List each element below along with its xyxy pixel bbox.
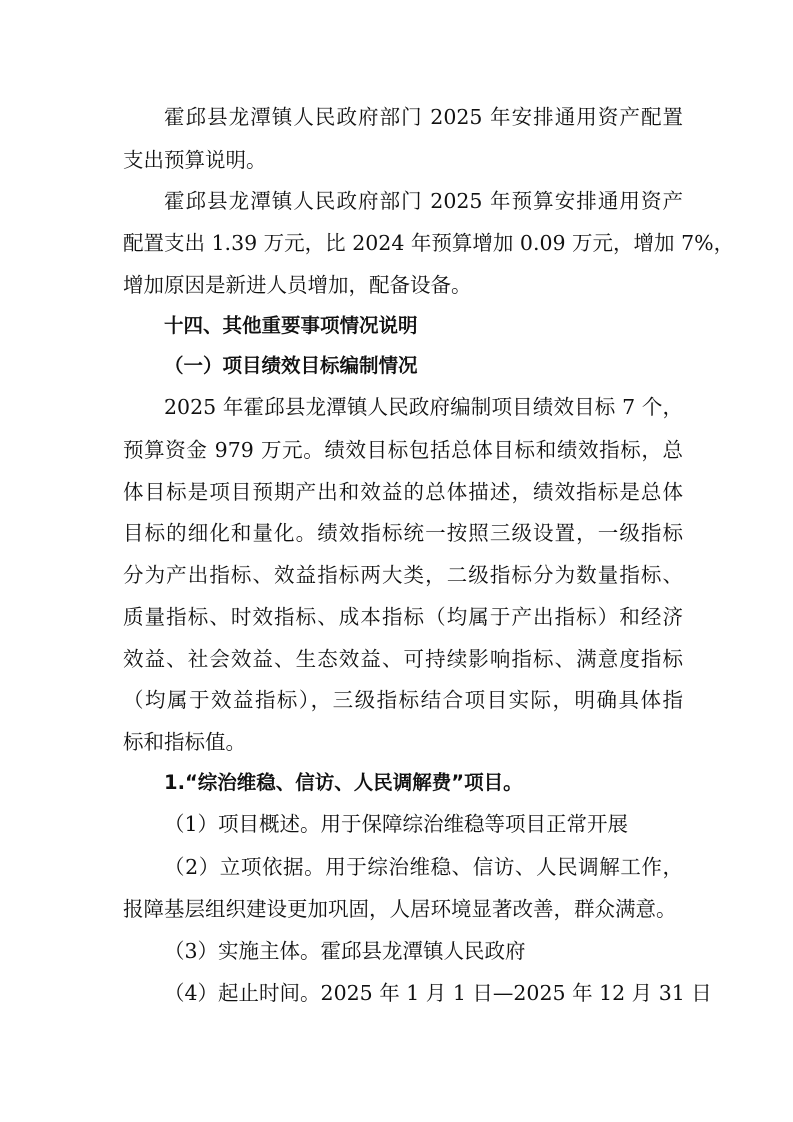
- paragraph-line: 增加原因是新进人员增加，配备设备。: [123, 273, 472, 297]
- paragraph-line: 体目标是项目预期产出和效益的总体描述，绩效指标是总体: [123, 480, 683, 504]
- project-period: （4）起止时间。2025 年 1 月 1 日—2025 年 12 月 31 日: [164, 981, 712, 1005]
- paragraph-line: （均属于效益指标），三级指标结合项目实际，明确具体指: [123, 688, 683, 712]
- project-title: 1.“综治维稳、信访、人民调解费”项目。: [164, 771, 523, 794]
- project-basis-line: 报障基层组织建设更加巩固，人居环境显著改善，群众满意。: [123, 897, 677, 921]
- paragraph-line: 配置支出 1.39 万元，比 2024 年预算增加 0.09 万元，增加 7%，: [123, 231, 735, 255]
- paragraph-line: 霍邱县龙潭镇人民政府部门 2025 年安排通用资产配置: [164, 105, 683, 129]
- paragraph-line: 支出预算说明。: [123, 148, 267, 172]
- project-basis-line: （2）立项依据。用于综治维稳、信访、人民调解工作，: [164, 855, 683, 879]
- paragraph-line: 霍邱县龙潭镇人民政府部门 2025 年预算安排通用资产: [164, 189, 683, 213]
- paragraph-line: 质量指标、时效指标、成本指标（均属于产出指标）和经济: [123, 605, 683, 629]
- paragraph-line: 分为产出指标、效益指标两大类，二级指标分为数量指标、: [123, 563, 683, 587]
- project-implementer: （3）实施主体。霍邱县龙潭镇人民政府: [164, 939, 526, 963]
- paragraph-line: 预算资金 979 万元。绩效目标包括总体目标和绩效指标，总: [123, 438, 683, 462]
- project-overview: （1）项目概述。用于保障综治维稳等项目正常开展: [164, 812, 629, 836]
- section-heading: 十四、其他重要事项情况说明: [164, 314, 418, 337]
- paragraph-line: 标和指标值。: [123, 730, 246, 754]
- subsection-heading: （一）项目绩效目标编制情况: [164, 354, 418, 377]
- paragraph-line: 2025 年霍邱县龙潭镇人民政府编制项目绩效目标 7 个，: [164, 395, 683, 419]
- paragraph-line: 效益、社会效益、生态效益、可持续影响指标、满意度指标: [123, 647, 683, 671]
- paragraph-line: 目标的细化和量化。绩效指标统一按照三级设置，一级指标: [123, 521, 683, 545]
